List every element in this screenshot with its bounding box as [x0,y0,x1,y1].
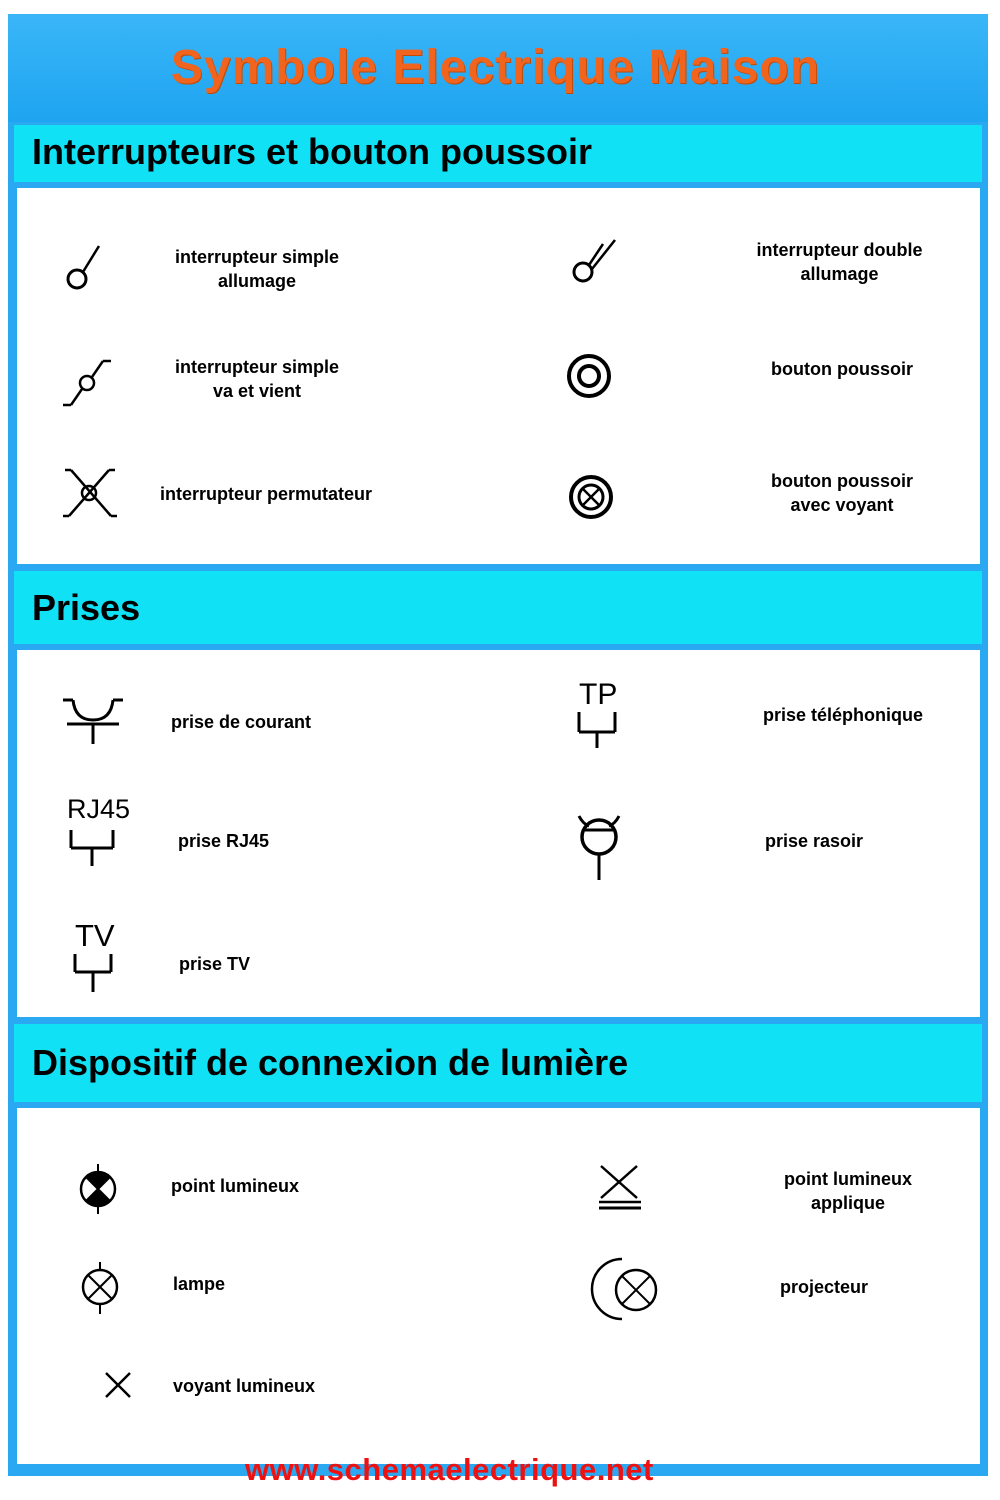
label-rj45-socket: prise RJ45 [178,831,270,851]
footer-rule-right [720,1468,982,1476]
label-shaver-socket: prise rasoir [765,831,864,851]
indicator-light-icon [103,1370,133,1400]
single-switch-icon [63,240,113,300]
light-point-icon [77,1162,121,1216]
section-panel-sockets [17,650,980,1017]
rj45-socket-icon [67,790,131,870]
push-button-indicator-icon [567,473,617,523]
section-header-lighting [14,1024,982,1102]
title-band [8,14,988,122]
label-indicator-light: voyant lumineux [173,1376,316,1396]
label-power-socket: prise de courant [171,712,312,732]
label-wall-light: point lumineux applique [784,1169,912,1213]
projector-icon [600,1254,664,1324]
symbol-text: TP [579,678,618,711]
intermediate-switch-icon [61,464,121,524]
section-title: Dispositif de connexion de lumière [32,1042,629,1083]
push-button-icon [565,352,615,402]
label-two-way-switch: interrupteur simple va et vient [174,357,340,401]
poster-title: Symbole Electrique Maison [170,41,821,94]
tv-socket-icon [71,918,131,996]
section-header-switches [14,125,982,182]
footer-rule-left [14,1468,220,1476]
label-lamp: lampe [173,1274,226,1294]
telephone-socket-icon [575,678,635,752]
double-switch-icon [567,236,627,296]
label-push-button-indicator: bouton poussoir avec voyant [771,471,913,515]
label-telephone-socket: prise téléphonique [763,705,924,725]
section-panel-switches [17,188,980,564]
section-panel-lighting [17,1108,980,1464]
label-double-switch: interrupteur double allumage [756,240,923,284]
label-light-point: point lumineux [171,1176,299,1196]
label-single-switch: interrupteur simple allumage [174,247,340,291]
symbol-text: TV [75,918,115,953]
label-intermediate-switch: interrupteur permutateur [160,484,373,504]
section-title: Interrupteurs et bouton poussoir [32,131,593,172]
power-socket-icon [61,694,127,748]
label-push-button: bouton poussoir [771,359,913,379]
label-projector: projecteur [780,1277,869,1297]
shaver-socket-icon [575,810,625,884]
website-footer: www.schemaelectrique.net [245,1452,654,1487]
lamp-icon [79,1260,123,1316]
two-way-switch-icon [59,353,119,413]
symbol-text: RJ45 [67,794,131,824]
wall-light-icon [597,1162,647,1214]
label-tv-socket: prise TV [179,954,251,974]
section-title: Prises [32,587,141,628]
section-header-sockets [14,571,982,644]
